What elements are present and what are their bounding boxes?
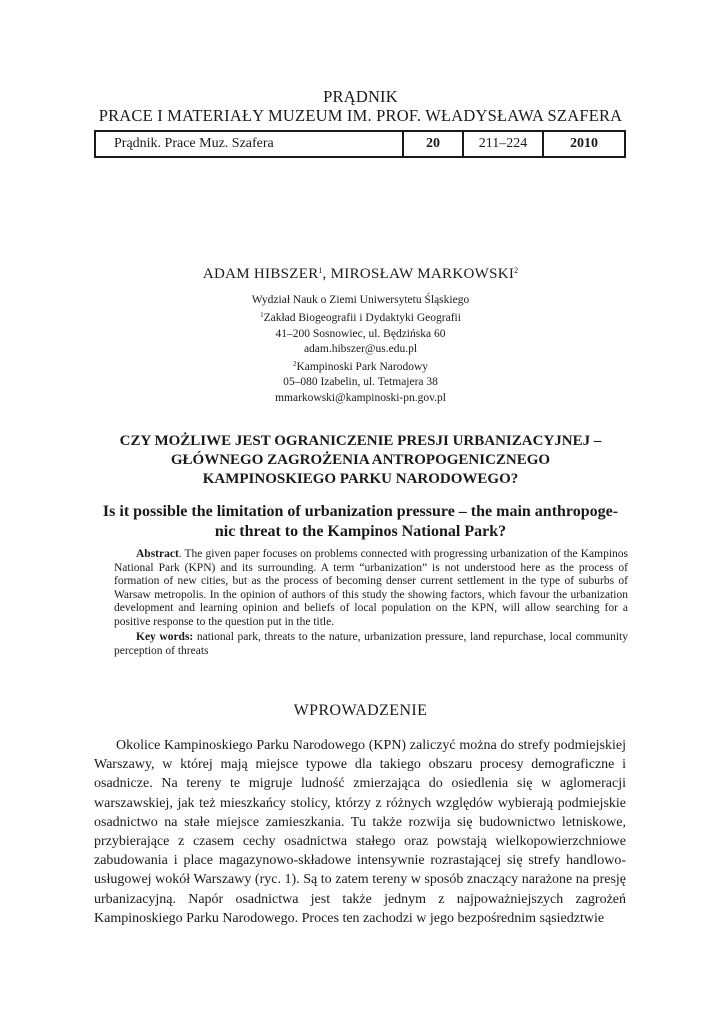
affiliation-block [0,293,721,406]
author-name-1: ADAM HIBSZER [202,266,319,282]
affiliation-address-1: 41–200 Sosnowiec, ul. Będzińska 60 [275,327,446,340]
citation-pages: 211–224 [464,132,544,156]
affiliation-park: Kampinoski Park Narodowy [296,361,429,374]
abstract-text: . The given paper focuses on problems connected with progressing urbanization of the Kampinos National Park (KPN) and its surrounding. A term “urbanization” is not understood here as the process of formation of new cities, but as the process of becoming denser current settlement in the type of suburbs of Warsaw metropolis. In the opinion of authors of this study the showing factors, which favour the urbanization development and learning opinion and beliefs of local population on the KPN, will allow searching for a positive response to the question put in the title. [114,548,628,628]
citation-box [94,130,626,158]
article-title-english [60,502,661,542]
journal-name: PRĄDNIK [323,87,398,106]
affiliation-faculty: Wydział Nauk o Ziemi Uniwersytetu Śląskiego [251,294,470,306]
affiliation-department: Zakład Biogeografii i Dydaktyki Geografii [263,312,461,325]
keywords-text: national park, threats to the nature, urbanization pressure, land repurchase, local community perception of threats [114,631,628,657]
affiliation-mark-2: 2 [292,360,297,369]
author-name-2: MIROSŁAW MARKOWSKI [330,266,515,282]
citation-volume: 20 [404,132,464,156]
affiliation-email-2: mmarkowski@kampinoski-pn.gov.pl [275,391,446,404]
body-paragraph: Okolice Kampinoskiego Parku Narodowego (KPN) zaliczyć można do strefy podmiejskiej Warszawy, w której mają miejsce typowe dla takiego obszaru procesy demograficzne i osadnicze. Na tereny te migruje ludność zmierzająca do osiedlenia się w aglomeracji warszawskiej, jak też mieszkańcy stolicy, którzy z różnych względów wybierają podmiejskie osadnictwo na stałe miejsce zamieszkania. Tu także rozwija się budownictwo letniskowe, przybierające z czasem cechy osadnictwa stałego oraz powstają wielkopowierzchniowe zabudowania i place magazynowo-składowe intensywnie rozrastającej się strefy handlowo-usługowej wokół Warszawy (ryc. 1). Są to zatem tereny w sposób znaczący narażone na presję urbanizacyjną. Napór osadnictwa jest także jednym z najpoważniejszych zagrożeń Kampinoskiego Parku Narodowego. Proces ten zachodzi w jego bezpośrednim sąsiedztwie [94,738,626,926]
title-pl-line-3: KAMPINOSKIEGO PARKU NARODOWEGO? [202,471,519,487]
citation-journal-short: Prądnik. Prace Muz. Szafera [96,132,404,156]
author-affiliation-mark-2: 2 [514,266,519,275]
affiliation-email-1: adam.hibszer@us.edu.pl [303,342,418,355]
title-pl-line-2: GŁÓWNEGO ZAGROŻENIA ANTROPOGENICZNEGO [170,452,551,468]
citation-year: 2010 [570,136,598,151]
affiliation-address-2: 05–080 Izabelin, ul. Tetmajera 38 [283,376,438,389]
author-affiliation-mark-1: 1 [318,266,323,275]
abstract-label: Abstract [136,548,179,560]
abstract [114,548,628,629]
author-separator: , [322,266,331,282]
title-en-line-1: Is it possible the limitation of urbanization pressure – the main anthropoge- [102,503,619,520]
title-pl-line-1: CZY MOŻLIWE JEST OGRANICZENIE PRESJI URBANIZACYJNEJ – [119,433,602,449]
article-title-polish [60,432,661,489]
affiliation-department-line [0,308,721,326]
journal-subtitle: PRACE I MATERIAŁY MUZEUM IM. PROF. WŁADYSŁAWA SZAFERA [98,106,623,125]
keywords-label: Key words: [136,631,194,643]
author-line [0,266,721,283]
keywords [114,631,628,658]
title-en-line-2: nic threat to the Kampinos National Park? [214,523,507,540]
section-heading: WPROWADZENIE [293,702,428,719]
affiliation-mark-1: 1 [260,311,264,320]
affiliation-park-line [0,357,721,375]
